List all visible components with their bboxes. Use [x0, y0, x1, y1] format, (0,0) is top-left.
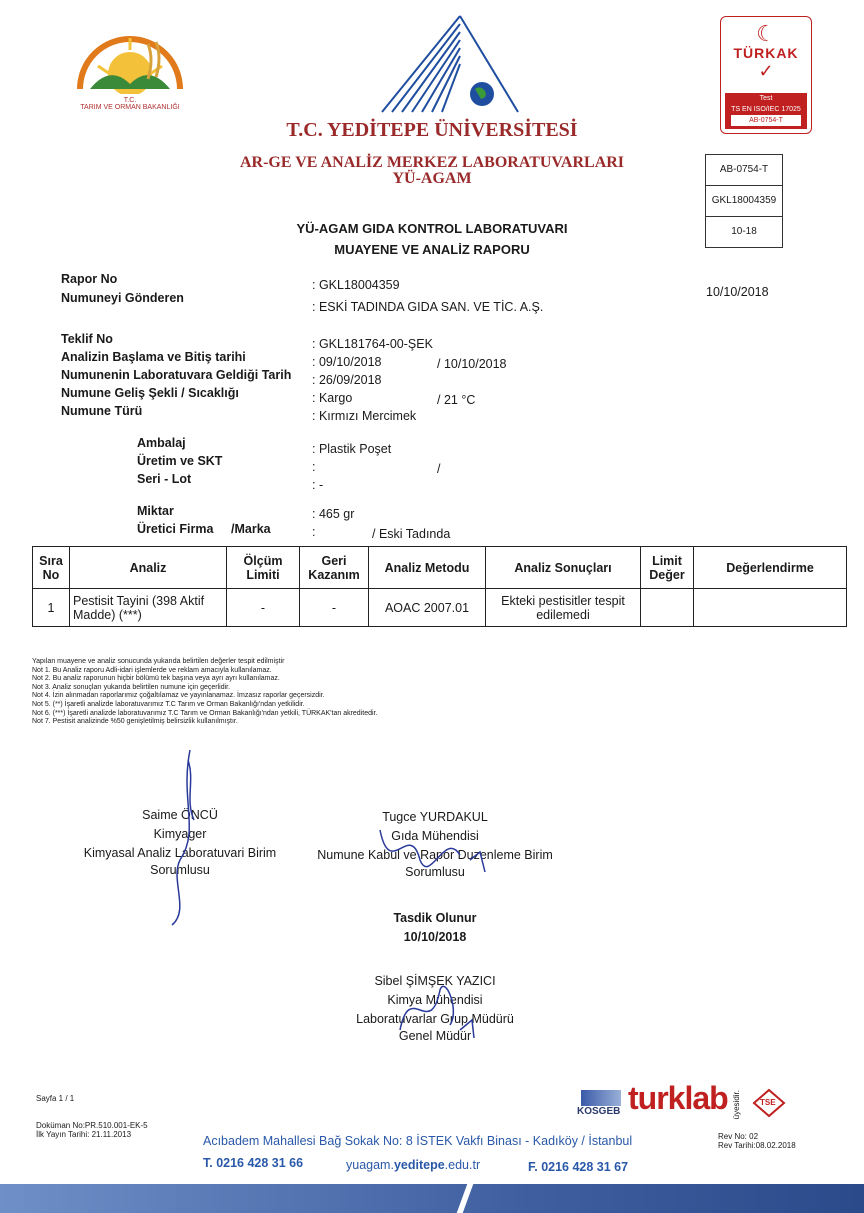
- footer-address: Acıbadem Mahallesi Bağ Sokak No: 8 İSTEK Vakfı Binası - Kadıköy / İstanbul: [203, 1134, 633, 1148]
- label-rapor-no: Rapor No: [61, 272, 118, 286]
- label-uretici-firma: Üretici Firma: [137, 522, 214, 536]
- th-sira-no: Sıra No: [33, 547, 70, 589]
- signer-right-title: Gıda Mühendisi: [391, 829, 479, 843]
- value-numuneyi-gonderen: : ESKİ TADINDA GIDA SAN. VE TİC. A.Ş.: [312, 300, 544, 314]
- signer-right-role2: Sorumlusu: [405, 865, 465, 879]
- signer-right-role1: Numune Kabul ve Rapor Duzenleme Birim: [317, 848, 553, 862]
- label-gelis-tarihi: Numunenin Laboratuvara Geldiği Tarih: [61, 368, 292, 382]
- value-marka: / Eski Tadında: [372, 527, 451, 541]
- turkak-emblem-icon: ☾: [756, 21, 776, 46]
- value-analiz-baslama: : 09/10/2018: [312, 355, 382, 369]
- cell-analiz: Pestisit Tayini (398 Aktif Madde) (***): [70, 589, 227, 627]
- notes-block: [32, 658, 592, 727]
- signer-left-role2: Sorumlusu: [150, 863, 210, 877]
- label-teklif-no: Teklif No: [61, 332, 113, 346]
- ministry-logo-tc: T.C.: [123, 97, 137, 104]
- kosgeb-text: KOSGEB: [577, 1106, 621, 1117]
- note-4: Not 4. İzin alınmadan raporlarımız çoğaltılamaz ve yayınlanamaz. İmzasız raporlar geçersizdir.: [32, 692, 325, 700]
- report-date: 10/10/2018: [706, 285, 769, 299]
- turklab-logo-text: turklab: [628, 1080, 728, 1116]
- cell-limit-deger: [641, 589, 694, 627]
- signer-bottom-name: Sibel ŞİMŞEK YAZICI: [374, 974, 496, 988]
- label-analiz-tarih: Analizin Başlama ve Bitiş tarihi: [61, 350, 246, 364]
- center-name-line1: AR-GE VE ANALİZ MERKEZ LABORATUVARLARI: [239, 154, 625, 171]
- signature-left-scribble: [150, 740, 230, 930]
- value-ambalaj: : Plastik Poşet: [312, 442, 392, 456]
- tse-logo: [752, 1088, 786, 1118]
- cell-sira-no: 1: [33, 589, 70, 627]
- label-miktar: Miktar: [137, 504, 174, 518]
- th-analiz: Analiz: [70, 547, 227, 589]
- turkak-logo: [720, 16, 812, 134]
- signer-bottom-title: Kimya Mühendisi: [387, 993, 483, 1007]
- label-uretim-skt: Üretim ve SKT: [137, 454, 223, 468]
- university-name: T.C. YEDİTEPE ÜNİVERSİTESİ: [286, 119, 578, 141]
- turklab-side-text: üyesidir.: [732, 1090, 741, 1120]
- ministry-logo: [70, 14, 190, 114]
- rev-date: Rev Tarihi:08.02.2018: [718, 1141, 796, 1150]
- footer-bar: [0, 1184, 864, 1213]
- value-skt: /: [437, 462, 441, 476]
- university-logo: [380, 14, 520, 114]
- footer-phone: T. 0216 428 31 66: [203, 1156, 304, 1170]
- label-seri-lot: Seri - Lot: [137, 472, 192, 486]
- page-indicator: Sayfa 1 / 1: [36, 1094, 75, 1103]
- th-olcum-limiti: Ölçüm Limiti: [227, 547, 300, 589]
- signer-bottom-role2: Genel Müdür: [398, 1029, 472, 1043]
- cell-olcum-limiti: -: [227, 589, 300, 627]
- note-1: Not 1. Bu Analiz raporu Adli-idari işlemlerde ve reklam amacıyla kullanılamaz.: [32, 666, 272, 674]
- note-7: Not 7. Pestisit analizinde %50 genişletilmiş belirsizlik kullanılmıştır.: [32, 718, 238, 726]
- note-3: Not 3. Analiz sonuçları yukarıda belirtilen numune için geçerlidir.: [32, 683, 231, 691]
- report-title: MUAYENE VE ANALİZ RAPORU: [334, 242, 530, 257]
- ministry-logo-name: TARIM VE ORMAN BAKANLIĞI: [80, 104, 180, 111]
- signature-right-scribble: [350, 810, 500, 890]
- note-6: Not 6. (***) İşaretli analizde laboratuvarımız T.C Tarım ve Orman Bakanlığı'ndan yetkili, TÜRKAK'tan akreditedir.: [32, 709, 378, 717]
- value-uretici: :: [312, 525, 316, 539]
- results-table: [32, 546, 847, 627]
- value-gelis-tarihi: : 26/09/2018: [312, 373, 382, 387]
- center-name-line2: YÜ-AGAM: [392, 170, 472, 187]
- note-intro: Yapılan muayene ve analiz sonucunda yukarıda belirtilen değerler tespit edilmiştir: [32, 658, 285, 665]
- footer-web: [346, 1158, 480, 1172]
- footer-fax: F. 0216 428 31 67: [528, 1160, 629, 1174]
- kosgeb-logo: [577, 1090, 625, 1120]
- lab-title: YÜ-AGAM GIDA KONTROL LABORATUVARI: [296, 221, 568, 236]
- label-numuneyi-gonderen: Numuneyi Gönderen: [61, 291, 184, 305]
- note-5: Not 5. (**) İşaretli analizde laboratuvarımız T.C Tarım ve Orman Bakanlığı'ndan yetkilidir.: [32, 700, 305, 708]
- value-sicaklik: / 21 °C: [437, 393, 476, 407]
- turkak-badge-test: Test: [759, 95, 773, 102]
- turkak-badge-std: TS EN ISO/IEC 17025: [731, 106, 801, 113]
- th-analiz-sonuclari: Analiz Sonuçları: [486, 547, 641, 589]
- period-box: 10-18: [705, 217, 783, 248]
- value-numune-turu: : Kırmızı Mercimek: [312, 409, 417, 423]
- accreditation-box: AB-0754-T: [705, 154, 783, 186]
- label-numune-turu: Numune Türü: [61, 404, 143, 418]
- footer-web-post: .edu.tr: [444, 1158, 481, 1172]
- value-miktar: : 465 gr: [312, 507, 355, 521]
- approval-date: 10/10/2018: [403, 930, 467, 944]
- turkak-logo-text: TÜRKAK: [733, 45, 799, 61]
- value-teklif-no: : GKL181764-00-ŞEK: [312, 337, 433, 351]
- signer-bottom-role1: Laboratuvarlar Grup Müdürü: [356, 1012, 514, 1026]
- value-uretim: :: [312, 460, 316, 474]
- signer-right-name: Tugce YURDAKUL: [382, 810, 488, 824]
- cell-analiz-metodu: AOAC 2007.01: [369, 589, 486, 627]
- header-boxes: [705, 154, 783, 248]
- tse-logo-text: TSE: [760, 1098, 776, 1107]
- value-rapor-no: : GKL18004359: [312, 278, 400, 292]
- first-publication: İlk Yayın Tarihi: 21.11.2013: [36, 1130, 132, 1139]
- rev-no: Rev No: 02: [718, 1132, 759, 1141]
- value-analiz-bitis: / 10/10/2018: [437, 357, 507, 371]
- signature-bottom-scribble: [380, 970, 490, 1050]
- value-gelis-sekli: : Kargo: [312, 391, 353, 405]
- label-ambalaj: Ambalaj: [137, 436, 186, 450]
- report-code-box: GKL18004359: [705, 186, 783, 217]
- signer-left-name: Saime ÖNCÜ: [142, 808, 218, 822]
- signer-left-title: Kimyager: [153, 827, 207, 841]
- footer-web-bold: yeditepe: [393, 1158, 445, 1172]
- turkak-check-icon: ✓: [758, 61, 774, 81]
- doc-number: Doküman No:PR.510.001-EK-5: [36, 1121, 148, 1130]
- signer-left-role1: Kimyasal Analiz Laboratuvari Birim: [83, 846, 277, 860]
- label-marka: /Marka: [231, 522, 271, 536]
- turkak-badge-no: AB-0754-T: [731, 115, 801, 126]
- th-limit-deger: Limit Değer: [641, 547, 694, 589]
- table-header-row: [33, 547, 847, 589]
- footer-web-pre: yuagam.: [346, 1158, 394, 1172]
- th-geri-kazanim: Geri Kazanım: [300, 547, 369, 589]
- th-degerlendirme: Değerlendirme: [694, 547, 847, 589]
- approval-text: Tasdik Olunur: [393, 911, 477, 925]
- cell-geri-kazanim: -: [300, 589, 369, 627]
- cell-degerlendirme: [694, 589, 847, 627]
- value-seri-lot: : -: [312, 478, 324, 492]
- note-2: Not 2. Bu analiz raporunun hiçbir bölümü tek başına veya ayrı ayrı kullanılamaz.: [32, 675, 280, 683]
- th-analiz-metodu: Analiz Metodu: [369, 547, 486, 589]
- table-row: [33, 589, 847, 627]
- cell-analiz-sonuclari: Ekteki pestisitler tespit edilemedi: [486, 589, 641, 627]
- label-gelis-sekli: Numune Geliş Şekli / Sıcaklığı: [61, 386, 239, 400]
